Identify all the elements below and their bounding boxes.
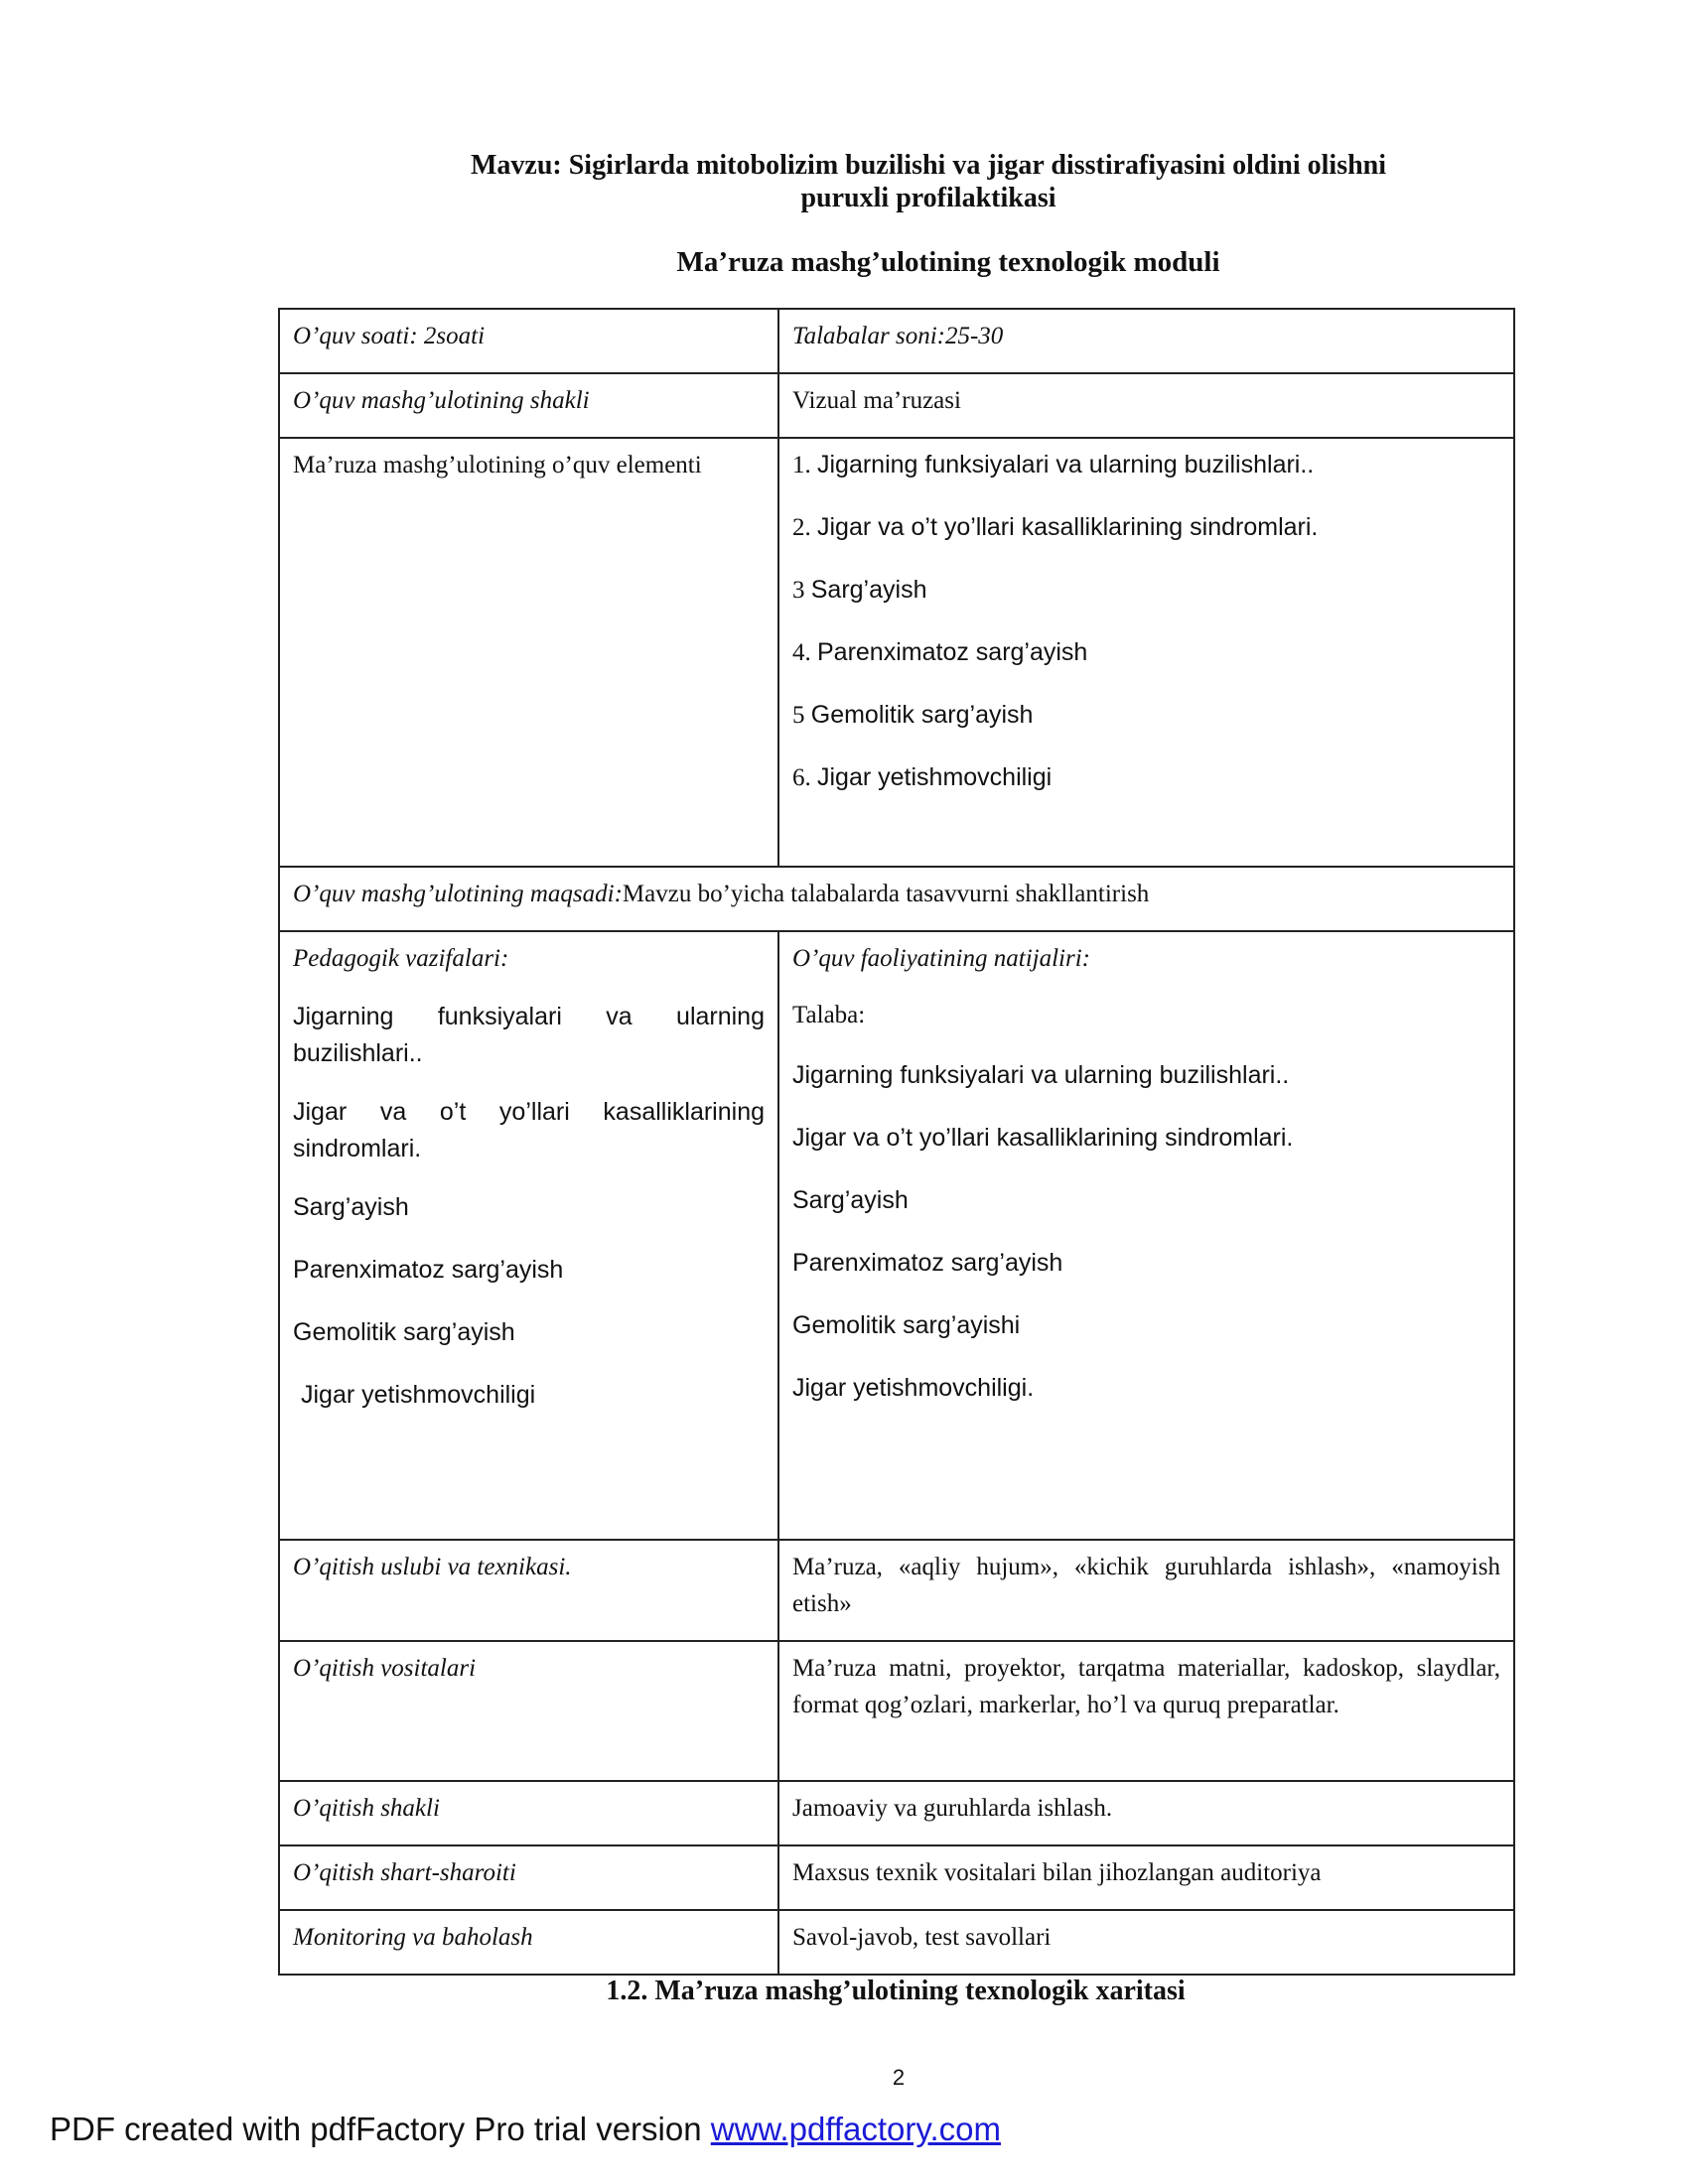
list-item: Jigar yetishmovchiligi: [301, 1381, 536, 1409]
conditions-label: O’qitish shart-sharoiti: [279, 1845, 778, 1910]
form-label: O’quv mashg’ulotining shakli: [279, 373, 778, 438]
list-item: 6. Jigar yetishmovchiligi: [792, 763, 1053, 791]
list-item: Jigar yetishmovchiligi.: [792, 1374, 1035, 1402]
monitoring-value: Savol-javob, test savollari: [778, 1910, 1514, 1975]
title-line-1: Mavzu: Sigirlarda mitobolizim buzilishi va jigar disstirafiyasini oldini olishni: [470, 150, 1387, 181]
table-row: [279, 867, 1514, 931]
list-item: Gemolitik sarg’ayish: [293, 1318, 515, 1346]
list-item: Sarg’ayish: [792, 1186, 909, 1214]
learning-results-cell: [778, 931, 1514, 1540]
list-item: 4. Parenximatoz sarg’ayish: [792, 638, 1088, 666]
list-item: 3 Sarg’ayish: [792, 576, 927, 604]
list-item: Gemolitik sarg’ayishi: [792, 1311, 1021, 1339]
monitoring-label: Monitoring va baholash: [279, 1910, 778, 1975]
list-item: Jigarning funksiyalari va ularning buzilishlari..: [293, 1003, 765, 1067]
tools-label: O’qitish vositalari: [279, 1641, 778, 1781]
student-label: Talaba:: [792, 1002, 866, 1028]
goal-cell: O’quv mashg’ulotining maqsadi:Mavzu bo’yicha talabalarda tasavvurni shakllantirish: [279, 867, 1514, 931]
module-subtitle: Ma’ruza mashg’ulotining texnologik moduli: [676, 246, 1220, 278]
method-label: O’qitish uslubi va texnikasi.: [279, 1540, 778, 1641]
list-item: 5 Gemolitik sarg’ayish: [792, 701, 1034, 729]
students-cell: Talabalar soni:25-30: [778, 309, 1514, 373]
module-table: [278, 308, 1515, 1976]
footer-text: PDF created with pdfFactory Pro trial version: [50, 2111, 711, 2147]
title-line-2: puruxli profilaktikasi: [800, 183, 1056, 213]
table-row: [279, 438, 1514, 867]
table-row: [279, 1845, 1514, 1910]
results-label: O’quv faoliyatining natijaliri:: [792, 945, 1090, 972]
teaching-form-value: Jamoaviy va guruhlarda ishlash.: [778, 1781, 1514, 1845]
document-title: [377, 149, 1479, 214]
list-item: Jigar va o’t yo’llari kasalliklarining sindromlari.: [792, 1124, 1294, 1152]
teaching-form-label: O’qitish shakli: [279, 1781, 778, 1845]
table-row: [279, 1540, 1514, 1641]
table-row: [279, 1641, 1514, 1781]
table-row: [279, 309, 1514, 373]
list-item: 1. Jigarning funksiyalari va ularning buzilishlari..: [792, 451, 1315, 478]
list-item: Jigar va o’t yo’llari kasalliklarining sindromlari.: [293, 1098, 765, 1162]
footer-link[interactable]: www.pdffactory.com: [710, 2111, 1001, 2147]
list-item: Parenximatoz sarg’ayish: [293, 1256, 564, 1284]
pedagogical-tasks-cell: [279, 931, 778, 1540]
list-item: Jigarning funksiyalari va ularning buzilishlari..: [792, 1061, 1290, 1089]
elements-label: Ma’ruza mashg’ulotining o’quv elementi: [279, 438, 778, 867]
list-item: Parenximatoz sarg’ayish: [792, 1249, 1063, 1277]
list-item: 2. Jigar va o’t yo’llari kasalliklarining sindromlari.: [792, 513, 1319, 541]
hours-cell: O’quv soati: 2soati: [279, 309, 778, 373]
page-number: 2: [892, 2065, 906, 2090]
elements-list: [778, 438, 1514, 867]
conditions-value: Maxsus texnik vositalari bilan jihozlangan auditoriya: [778, 1845, 1514, 1910]
table-row: [279, 1781, 1514, 1845]
table-row: [279, 1910, 1514, 1975]
table-row: [279, 931, 1514, 1540]
tools-value: Ma’ruza matni, proyektor, tarqatma materiallar, kadoskop, slaydlar, format qog’ozlari, markerlar, ho’l va quruq preparatlar.: [778, 1641, 1514, 1781]
list-item: Sarg’ayish: [293, 1193, 409, 1221]
form-value: Vizual ma’ruzasi: [778, 373, 1514, 438]
pdf-footer: [50, 2111, 1001, 2148]
table-row: [279, 373, 1514, 438]
method-value: Ma’ruza, «aqliy hujum», «kichik guruhlarda ishlash», «namoyish etish»: [778, 1540, 1514, 1641]
section-title: 1.2. Ma’ruza mashg’ulotining texnologik xaritasi: [606, 1976, 1186, 2006]
ped-label: Pedagogik vazifalari:: [293, 945, 509, 972]
